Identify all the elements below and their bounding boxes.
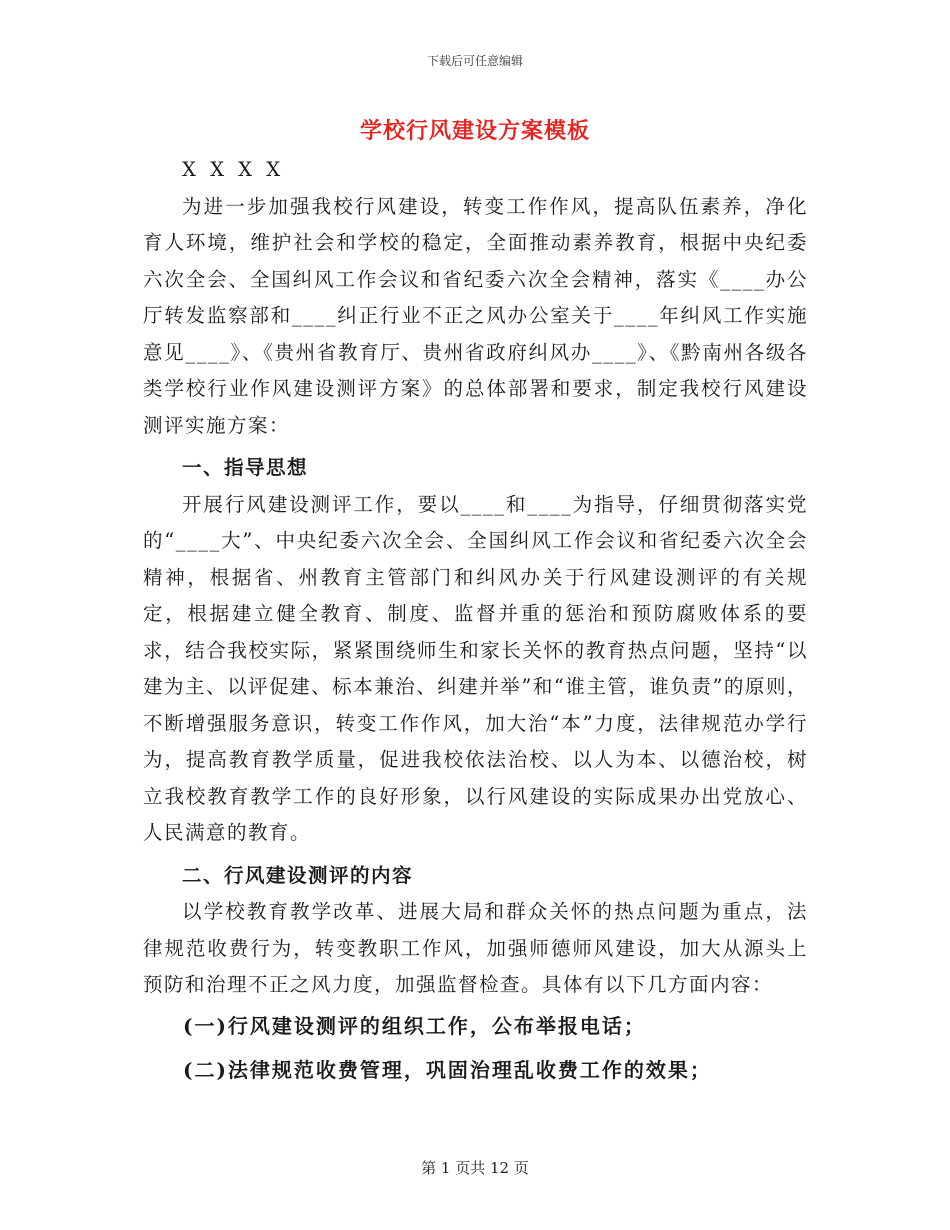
intro-paragraph: 为进一步加强我校行风建设，转变工作作风，提高队伍素养，净化育人环境，维护社会和学校的稳定，全面推动素养教育，根据中央纪委六次全会、全国纠风工作会议和省纪委六次全会精神，落实《____办公厅转发监察部和____纠正行业不正之风办公室关于____年纠风工作实施意见____》、《贵州省教育厅、贵州省政府纠风办____》、《黔南州各级各类学校行业作风建设测评方案》的总体部署和要求，制定我校行风建设测评实施方案：	[143, 194, 808, 437]
document-title: 学校行风建设方案模板	[359, 118, 590, 144]
section-body-guiding-ideology: 开展行风建设测评工作，要以____和____为指导，仔细贯彻落实党的“____大”、中央纪委六次全会、全国纠风工作会议和省纪委六次全会精神，根据省、州教育主管部门和纠风办关于行风建设测评的有关规定，根据建立健全教育、制度、监督并重的惩治和预防腐败体系的要求，结合我校实际，紧紧围绕师生和家长关怀的教育热点问题，坚持“以建为主、以评促建、标本兼治、纠建并举”和“谁主管，谁负责”的原则，不断增强服务意识，转变工作作风，加大治“本”力度，法律规范办学行为，提高教育教学质量，促进我校依法治校、以人为本、以德治校，树立我校教育教学工作的良好形象，以行风建设的实际成果办出党放心、人民满意的教育。	[143, 492, 808, 844]
author-line: X X X X	[182, 158, 285, 181]
list-item: (一)行风建设测评的组织工作，公布举报电话；	[183, 1013, 646, 1038]
list-item: (二)法律规范收费管理，巩固治理乱收费工作的效果；	[183, 1057, 712, 1082]
section-heading-guiding-ideology: 一、指导思想	[182, 456, 309, 479]
section-heading-evaluation-content: 二、行风建设测评的内容	[182, 863, 414, 887]
section-body-evaluation-content: 以学校教育教学改革、进展大局和群众关怀的热点问题为重点，法律规范收费行为，转变教职工作风，加强师德师风建设，加大从源头上预防和治理不正之风力度，加强监督检查。具体有以下几方面内容：	[143, 900, 808, 996]
document-body	[143, 152, 808, 1092]
page-number: 第 1 页共 12 页	[421, 1159, 529, 1177]
header-note: 下载后可任意编辑	[426, 54, 523, 68]
